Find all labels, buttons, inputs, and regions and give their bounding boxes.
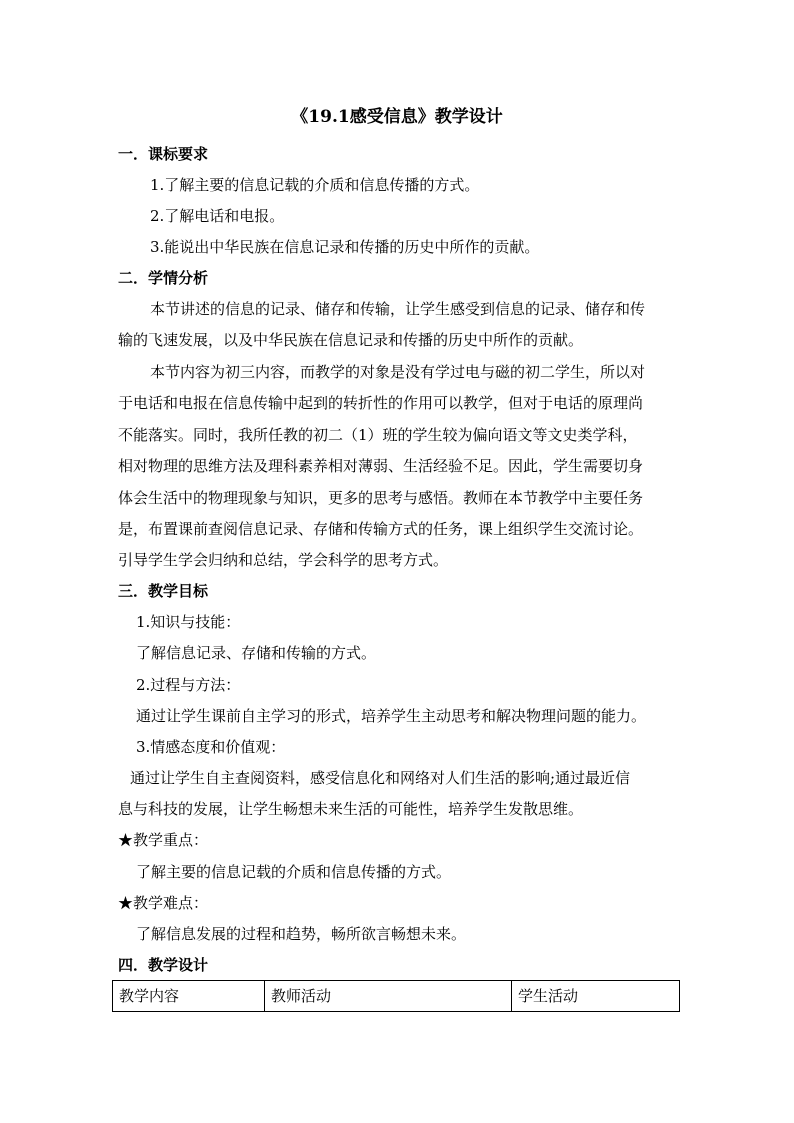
- analysis-line: 本节讲述的信息的记录、储存和传输，让学生感受到信息的记录、储存和传: [150, 300, 646, 318]
- analysis-line: 是，布置课前查阅信息记录、存储和传输方式的任务，课上组织学生交流讨论。: [118, 520, 644, 538]
- page-title: 《19.1感受信息》教学设计: [291, 107, 503, 127]
- table-header-teacher: 教师活动: [265, 981, 512, 1012]
- objective-line: 通过让学生自主查阅资料，感受信息化和网络对人们生活的影响;通过最近信: [130, 769, 631, 787]
- objective-line: 通过让学生课前自主学习的形式，培养学生主动思考和解决物理问题的能力。: [136, 707, 647, 725]
- objective-subheading: 2.过程与方法：: [136, 676, 241, 694]
- objective-line: 了解信息记录、存储和传输的方式。: [136, 644, 377, 662]
- table-header-student: 学生活动: [512, 981, 680, 1012]
- objective-subheading: 3.情感态度和价值观：: [136, 738, 286, 756]
- curriculum-item-3: 3.能说出中华民族在信息记录和传播的历史中所作的贡献。: [150, 238, 540, 256]
- key-point-label: ★教学重点：: [118, 831, 209, 849]
- analysis-line: 引导学生学会归纳和总结，学会科学的思考方式。: [118, 551, 449, 569]
- analysis-line: 体会生活中的物理现象与知识，更多的思考与感悟。教师在本节教学中主要任务: [118, 489, 644, 507]
- analysis-line: 输的飞速发展，以及中华民族在信息记录和传播的历史中所作的贡献。: [118, 331, 584, 349]
- curriculum-item-1: 1.了解主要的信息记载的介质和信息传播的方式。: [150, 176, 480, 194]
- analysis-line: 本节内容为初三内容，而教学的对象是没有学过电与磁的初二学生，所以对: [150, 363, 646, 381]
- analysis-line: 相对物理的思维方法及理科素养相对薄弱、生活经验不足。因此，学生需要切身: [118, 457, 644, 475]
- section-heading-objectives: 三．教学目标: [118, 582, 209, 600]
- table-header-content: 教学内容: [113, 981, 265, 1012]
- objective-subheading: 1.知识与技能：: [136, 613, 241, 631]
- analysis-line: 不能落实。同时，我所任教的初二（1）班的学生较为偏向语文等文史类学科，: [118, 426, 638, 444]
- analysis-line: 于电话和电报在信息传输中起到的转折性的作用可以教学，但对于电话的原理尚: [118, 394, 644, 412]
- difficulty-text: 了解信息发展的过程和趋势，畅所欲言畅想未来。: [136, 925, 467, 943]
- objective-line: 息与科技的发展，让学生畅想未来生活的可能性，培养学生发散思维。: [118, 800, 584, 818]
- section-heading-curriculum: 一．课标要求: [118, 145, 209, 163]
- key-point-text: 了解主要的信息记载的介质和信息传播的方式。: [136, 863, 452, 881]
- section-heading-analysis: 二．学情分析: [118, 269, 209, 287]
- difficulty-label: ★教学难点：: [118, 894, 209, 912]
- design-table: [112, 980, 680, 1012]
- section-heading-design: 四．教学设计: [118, 956, 209, 974]
- curriculum-item-2: 2.了解电话和电报。: [150, 207, 285, 225]
- table-header-row: [113, 981, 680, 1012]
